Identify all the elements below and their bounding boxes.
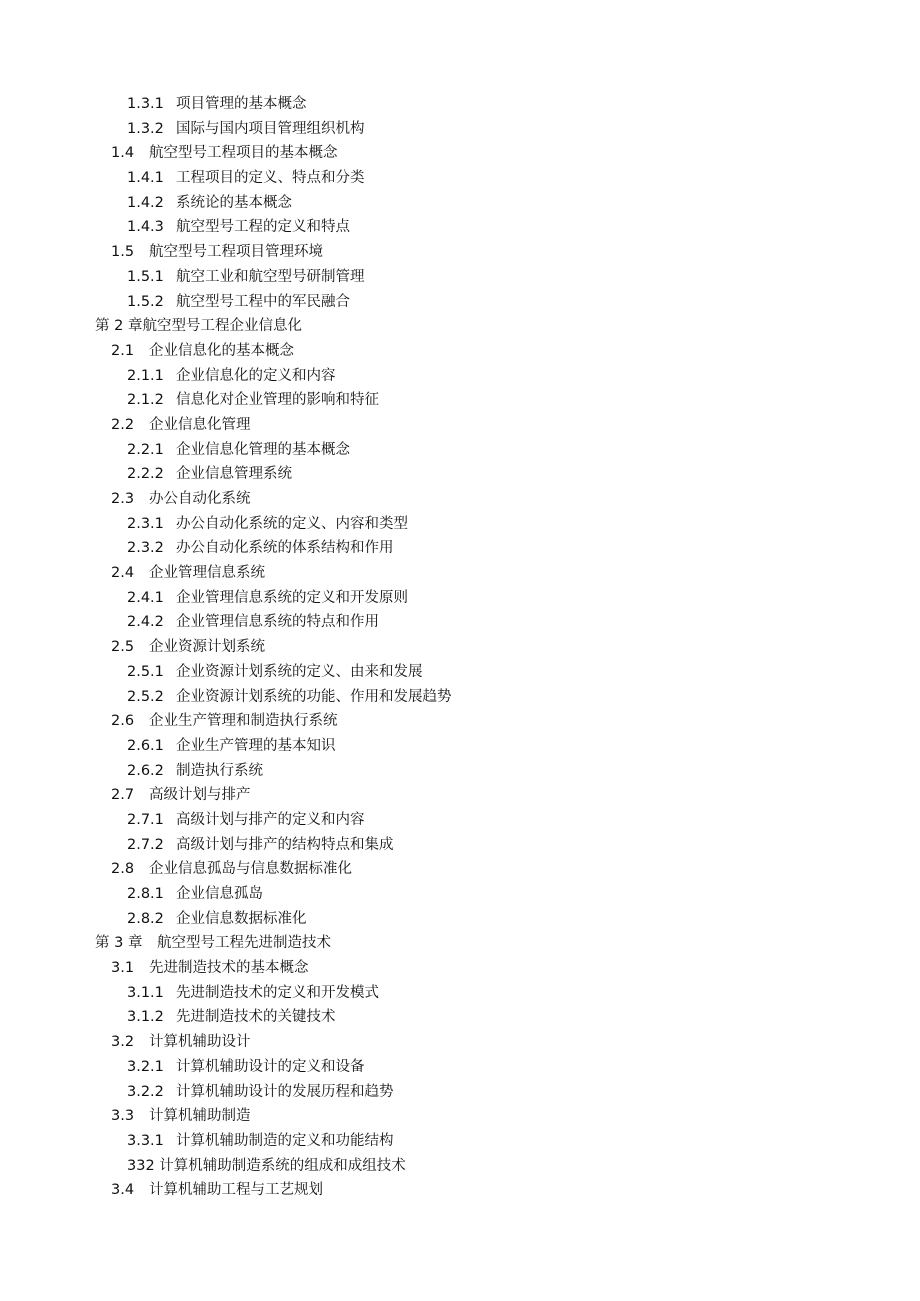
- entry-number: 3.1.1: [127, 984, 164, 1001]
- entry-title: 企业管理信息系统的定义和开发原则: [176, 589, 408, 606]
- entry-title: 先进制造技术的定义和开发模式: [176, 984, 379, 1001]
- entry-title: 企业资源计划系统: [149, 639, 265, 656]
- entry-number: 2.3: [111, 491, 135, 507]
- entry-title: 航空型号工程项目管理环境: [149, 244, 323, 261]
- toc-subsection: [0, 734, 920, 759]
- toc-section: [0, 487, 920, 512]
- entry-title: 企业信息孤岛与信息数据标准化: [149, 861, 352, 878]
- entry-number: 2.6.1: [127, 737, 164, 754]
- toc-subsection: [0, 1154, 920, 1179]
- toc-subsection: [0, 685, 920, 710]
- toc-subsection: [0, 117, 920, 142]
- entry-title: 企业信息数据标准化: [176, 910, 307, 927]
- toc-chapter-heading: [0, 314, 920, 339]
- toc-subsection: [0, 759, 920, 784]
- entry-number: 1.3.2: [127, 120, 164, 137]
- entry-number: 2.4.1: [127, 589, 164, 606]
- toc-subsection: [0, 512, 920, 537]
- toc-subsection: [0, 166, 920, 191]
- toc-subsection: [0, 586, 920, 611]
- entry-number: 1.4.3: [127, 219, 164, 236]
- entry-number: 2.8.1: [127, 886, 164, 902]
- entry-number: 2.5: [111, 639, 135, 656]
- entry-title: 高级计划与排产: [149, 787, 251, 804]
- toc-section: [0, 857, 920, 882]
- toc-subsection: [0, 536, 920, 561]
- entry-number: 2.2.2: [127, 466, 164, 483]
- entry-title: 企业生产管理的基本知识: [176, 737, 336, 754]
- entry-title: 计算机辅助设计的发展历程和趋势: [176, 1083, 394, 1100]
- toc-subsection: [0, 438, 920, 463]
- entry-title: 办公自动化系统的定义、内容和类型: [176, 515, 408, 532]
- table-of-contents: [0, 92, 920, 1203]
- entry-number: 3.3: [111, 1108, 135, 1125]
- toc-subsection: [0, 833, 920, 858]
- toc-section: [0, 635, 920, 660]
- entry-number: 2.5.1: [127, 663, 164, 680]
- entry-number: 2.2.1: [127, 441, 164, 458]
- toc-subsection: [0, 215, 920, 240]
- entry-number: 2.3.1: [127, 515, 164, 532]
- entry-title: 项目管理的基本概念: [176, 96, 307, 112]
- entry-title: 国际与国内项目管理组织机构: [176, 120, 365, 137]
- entry-title: 企业管理信息系统的特点和作用: [176, 614, 379, 631]
- entry-title: 计算机辅助工程与工艺规划: [149, 1182, 323, 1199]
- entry-number: 2.7: [111, 787, 135, 804]
- toc-section: [0, 709, 920, 734]
- entry-number: 1.4.2: [127, 194, 164, 211]
- toc-section: [0, 956, 920, 981]
- entry-title: 系统论的基本概念: [176, 194, 292, 211]
- entry-title: 航空型号工程项目的基本概念: [149, 145, 338, 162]
- toc-subsection: [0, 808, 920, 833]
- toc-section: [0, 413, 920, 438]
- entry-number: 1.4.1: [127, 170, 164, 187]
- entry-title: 办公自动化系统的体系结构和作用: [176, 540, 394, 557]
- entry-number: 3.2.1: [127, 1058, 164, 1075]
- toc-subsection: [0, 265, 920, 290]
- toc-subsection: [0, 1005, 920, 1030]
- entry-number: 2.4: [111, 565, 135, 582]
- toc-subsection: [0, 1080, 920, 1105]
- entry-number: 3.4: [111, 1182, 135, 1199]
- toc-subsection: [0, 92, 920, 117]
- entry-title: 企业信息管理系统: [176, 466, 292, 483]
- toc-subsection: [0, 1055, 920, 1080]
- toc-section: [0, 141, 920, 166]
- entry-title: 先进制造技术的关键技术: [176, 1009, 336, 1026]
- toc-section: [0, 1104, 920, 1129]
- toc-subsection: [0, 981, 920, 1006]
- entry-title: 高级计划与排产的结构特点和集成: [176, 836, 394, 853]
- chapter-title: 第 2 章航空型号工程企业信息化: [95, 318, 302, 335]
- toc-subsection: [0, 462, 920, 487]
- entry-title: 工程项目的定义、特点和分类: [176, 170, 365, 187]
- toc-section: [0, 561, 920, 586]
- toc-subsection: [0, 1129, 920, 1154]
- entry-number: 3.2.2: [127, 1083, 164, 1100]
- entry-number: 1.4: [111, 145, 135, 162]
- entry-title: 企业信息化管理: [149, 416, 251, 433]
- entry-number: 1.5.2: [127, 293, 164, 310]
- entry-number: 3.1.2: [127, 1009, 164, 1026]
- entry-title: 企业管理信息系统: [149, 565, 265, 582]
- entry-title: 航空型号工程中的军民融合: [176, 293, 350, 310]
- entry-number: 1.5.1: [127, 268, 164, 285]
- entry-title: 航空工业和航空型号研制管理: [176, 268, 365, 285]
- entry-title: 企业信息化的基本概念: [149, 342, 294, 359]
- entry-number: 3.3.1: [127, 1132, 164, 1149]
- entry-title: 计算机辅助设计的定义和设备: [176, 1058, 365, 1075]
- entry-title: 企业信息化管理的基本概念: [176, 441, 350, 458]
- entry-title: 信息化对企业管理的影响和特征: [176, 392, 379, 409]
- entry-number: 2.7.1: [127, 811, 164, 828]
- toc-subsection: [0, 191, 920, 216]
- entry-title: 企业资源计划系统的功能、作用和发展趋势: [176, 688, 452, 705]
- toc-chapter-heading: [0, 931, 920, 956]
- entry-title: 先进制造技术的基本概念: [149, 960, 309, 977]
- entry-number: 2.4.2: [127, 614, 164, 631]
- toc-subsection: [0, 882, 920, 907]
- entry-title: 企业生产管理和制造执行系统: [149, 713, 338, 730]
- toc-section: [0, 240, 920, 265]
- toc-subsection: [0, 660, 920, 685]
- entry-number: 2.8.2: [127, 910, 164, 927]
- entry-title: 办公自动化系统: [149, 491, 251, 507]
- toc-section: [0, 783, 920, 808]
- entry-title: 计算机辅助制造的定义和功能结构: [176, 1132, 394, 1149]
- toc-subsection: [0, 388, 920, 413]
- entry-number: 2.1: [111, 342, 135, 359]
- entry-number: 1.3.1: [127, 96, 164, 112]
- entry-title: 制造执行系统: [176, 762, 263, 779]
- entry-number: 2.2: [111, 416, 135, 433]
- entry-number: 2.5.2: [127, 688, 164, 705]
- entry-number: 2.7.2: [127, 836, 164, 853]
- toc-section: [0, 1178, 920, 1203]
- entry-title: 航空型号工程的定义和特点: [176, 219, 350, 236]
- entry-number: 2.6: [111, 713, 135, 730]
- entry-title: 计算机辅助设计: [149, 1034, 251, 1051]
- entry-number: 3.1: [111, 960, 135, 977]
- entry-number: 2.3.2: [127, 540, 164, 557]
- chapter-title: 第 3 章 航空型号工程先进制造技术: [95, 935, 331, 952]
- entry-title: 高级计划与排产的定义和内容: [176, 811, 365, 828]
- toc-section: [0, 339, 920, 364]
- entry-number: 2.1.2: [127, 392, 164, 409]
- toc-subsection: [0, 610, 920, 635]
- entry-number: 3.2: [111, 1034, 135, 1051]
- entry-title: 计算机辅助制造: [149, 1108, 251, 1125]
- toc-subsection: [0, 290, 920, 315]
- toc-subsection: [0, 364, 920, 389]
- entry-title: 企业信息孤岛: [176, 886, 263, 902]
- entry-title: 企业资源计划系统的定义、由来和发展: [176, 663, 423, 680]
- entry-title: 企业信息化的定义和内容: [176, 367, 336, 384]
- entry-number: 2.8: [111, 861, 135, 878]
- toc-section: [0, 1030, 920, 1055]
- entry-number: 1.5: [111, 244, 135, 261]
- subsection-entry: 332 计算机辅助制造系统的组成和成组技术: [127, 1157, 406, 1174]
- entry-number: 2.6.2: [127, 762, 164, 779]
- entry-number: 2.1.1: [127, 367, 164, 384]
- toc-subsection: [0, 907, 920, 932]
